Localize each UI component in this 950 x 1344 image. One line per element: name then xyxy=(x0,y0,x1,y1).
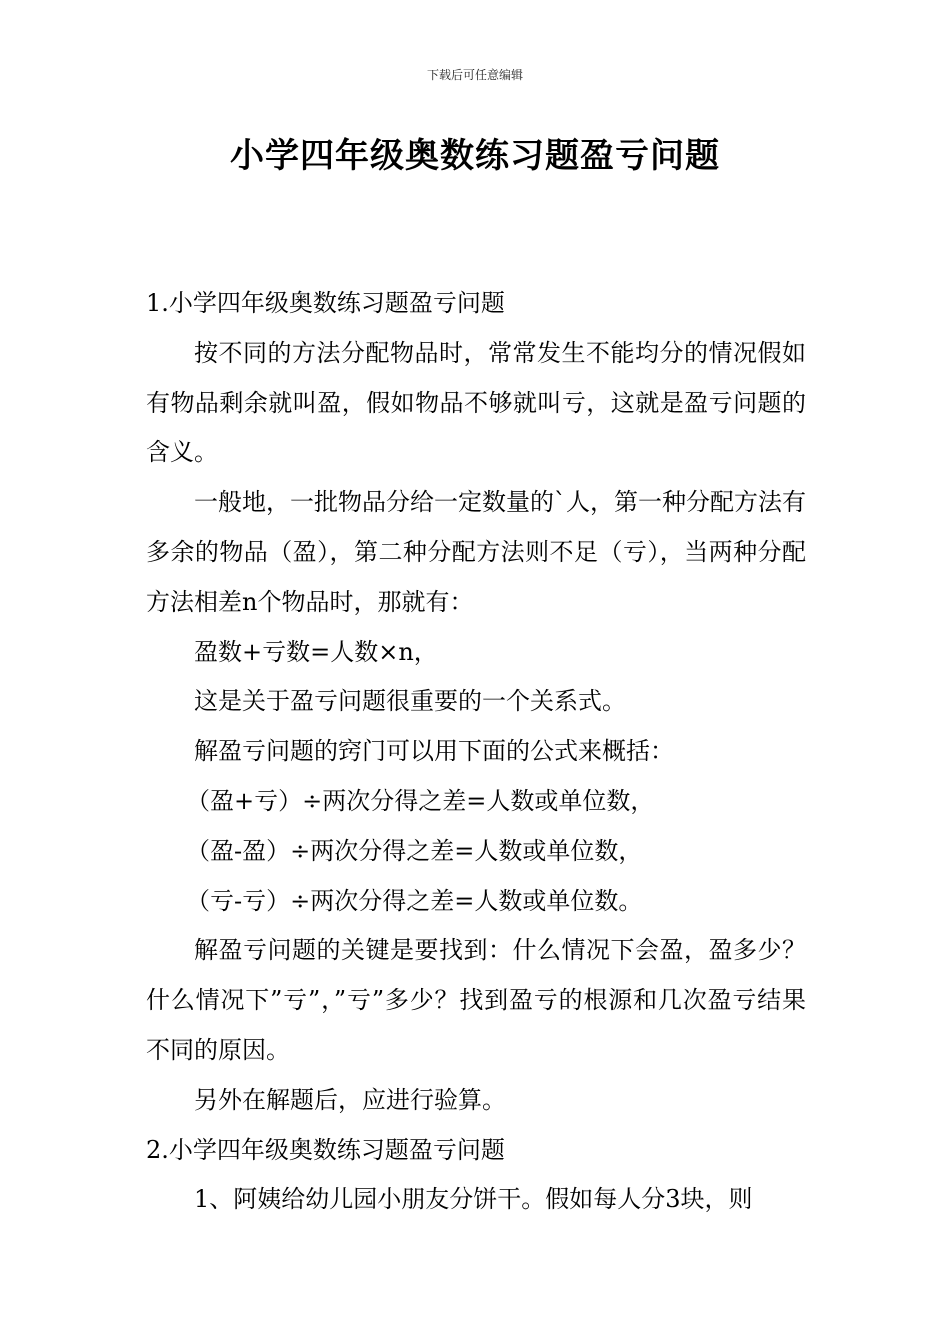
paragraph-general: 一般地，一批物品分给一定数量的`人，第一种分配方法有多余的物品（盈），第二种分配方法则不足（亏），当两种分配方法相差n个物品时，那就有： xyxy=(146,488,806,616)
paragraph-relation: 这是关于盈亏问题很重要的一个关系式。 xyxy=(194,687,626,716)
formula-main: 盈数+亏数=人数×n， xyxy=(194,637,438,666)
document-body xyxy=(146,279,806,1225)
paragraph-definition: 按不同的方法分配物品时，常常发生不能均分的情况假如有物品剩余就叫盈，假如物品不够就叫亏，这就是盈亏问题的含义。 xyxy=(146,338,806,467)
section-heading-2: 2.小学四年级奥数练习题盈亏问题 xyxy=(146,1135,505,1164)
section-heading-1: 1.小学四年级奥数练习题盈亏问题 xyxy=(146,289,505,317)
formula-3: （亏-亏）÷两次分得之差=人数或单位数。 xyxy=(186,886,643,915)
paragraph-verify: 另外在解题后，应进行验算。 xyxy=(194,1085,506,1114)
document-title: 小学四年级奥数练习题盈亏问题 xyxy=(230,136,720,176)
formula-1: （盈+亏）÷两次分得之差=人数或单位数， xyxy=(186,786,655,815)
problem-1: 1、阿姨给幼儿园小朋友分饼干。假如每人分3块，则 xyxy=(194,1185,753,1214)
formula-2: （盈-盈）÷两次分得之差=人数或单位数， xyxy=(186,836,643,865)
header-note: 下载后可任意编辑 xyxy=(426,68,523,82)
paragraph-tips: 解盈亏问题的窍门可以用下面的公式来概括： xyxy=(194,737,674,766)
paragraph-key: 解盈亏问题的关键是要找到：什么情况下会盈，盈多少？什么情况下”亏”，”亏”多少？找到盈亏的根源和几次盈亏结果不同的原因。 xyxy=(146,936,806,1064)
